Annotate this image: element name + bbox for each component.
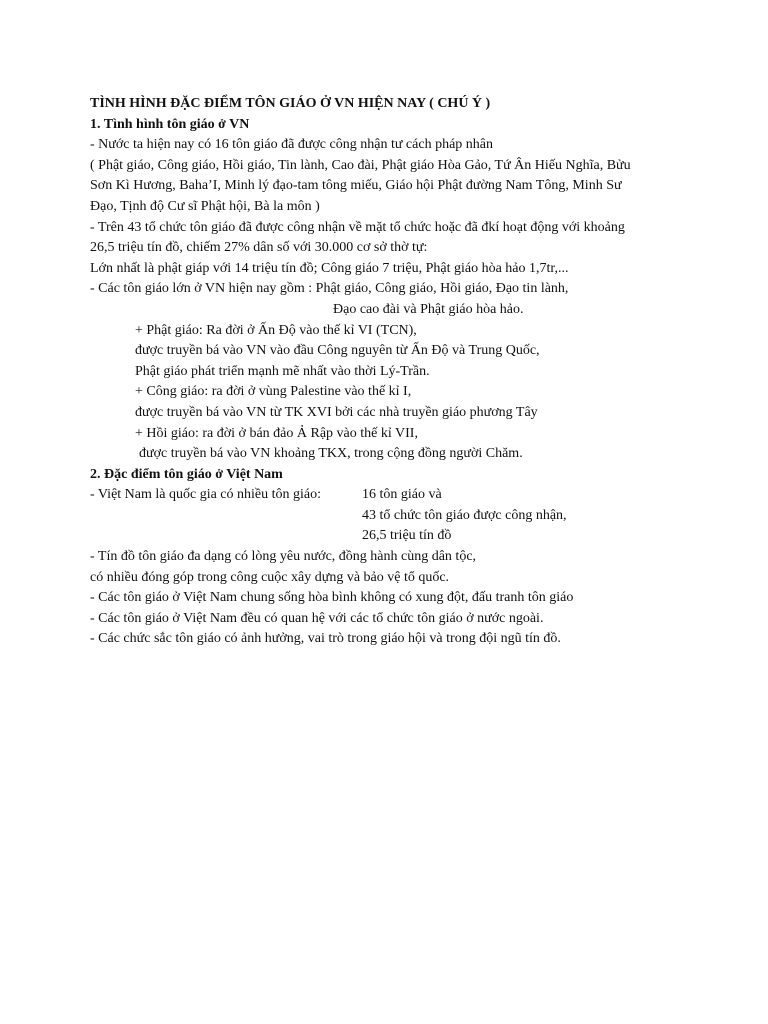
religion-islam-origin: + Hồi giáo: ra đời ở bán đảo Ả Rập vào thế kỉ VII, <box>135 425 418 441</box>
religion-catholic-origin: + Công giáo: ra đời ở vùng Palestine vào thế kỉ I, <box>135 384 412 400</box>
religion-catholic-spread: được truyền bá vào VN từ TK XVI bởi các nhà truyền giáo phương Tây <box>135 404 538 420</box>
section-1-line: 26,5 triệu tín đồ, chiếm 27% dân số với 30.000 cơ sở thờ tự: <box>90 240 428 256</box>
section-2-line: - Các tôn giáo ở Việt Nam chung sống hòa bình không có xung đột, đấu tranh tôn giáo <box>90 590 574 606</box>
section-1-heading: 1. Tình hình tôn giáo ở VN <box>90 116 250 132</box>
country-religions-label: - Việt Nam là quốc gia có nhiều tôn giáo: <box>90 487 322 503</box>
section-2-line: - Tín đồ tôn giáo đa dạng có lòng yêu nước, đồng hành cùng dân tộc, <box>90 549 477 565</box>
country-religions-item: 16 tôn giáo và <box>362 487 442 503</box>
section-1-line: ( Phật giáo, Công giáo, Hồi giáo, Tin lành, Cao đài, Phật giáo Hòa Gảo, Tứ Ân Hiếu Nghĩa, Bửu <box>90 157 631 173</box>
country-religions-line <box>90 485 750 506</box>
section-2-heading: 2. Đặc điểm tôn giáo ở Việt Nam <box>90 466 283 482</box>
section-2-line: có nhiều đóng góp trong công cuộc xây dựng và bảo vệ tổ quốc. <box>90 569 450 585</box>
country-religions-item: 43 tổ chức tôn giáo được công nhận, <box>362 507 567 523</box>
religion-buddhism-spread: được truyền bá vào VN vào đầu Công nguyên từ Ấn Độ và Trung Quốc, <box>135 343 540 359</box>
section-2-line: - Các chức sắc tôn giáo có ảnh hưởng, vai trò trong giáo hội và trong đội ngũ tín đồ. <box>90 631 561 647</box>
religion-islam-spread: được truyền bá vào VN khoảng TKX, trong cộng đồng người Chăm. <box>139 446 523 462</box>
section-1-line-continuation: Đạo cao đài và Phật giáo hòa hảo. <box>333 301 524 317</box>
section-1-line: Sơn Kì Hương, Baha’I, Minh lý đạo-tam tông miếu, Giáo hội Phật đường Nam Tông, Minh Sư <box>90 178 622 194</box>
section-1-line: - Trên 43 tổ chức tôn giáo đã được công nhận về mặt tổ chức hoặc đã đkí hoạt động với khoảng <box>90 219 625 235</box>
document-title: TÌNH HÌNH ĐẶC ĐIỂM TÔN GIÁO Ở VN HIỆN NAY ( CHÚ Ý ) <box>90 96 491 111</box>
religion-buddhism-development: Phật giáo phát triển mạnh mẽ nhất vào thời Lý-Trần. <box>135 363 430 379</box>
document-page <box>90 94 750 650</box>
country-religions-item: 26,5 triệu tín đồ <box>362 528 452 544</box>
section-2-line: - Các tôn giáo ở Việt Nam đều có quan hệ với các tổ chức tôn giáo ở nước ngoài. <box>90 610 544 626</box>
section-1-line: - Nước ta hiện nay có 16 tôn giáo đã được công nhận tư cách pháp nhân <box>90 137 493 153</box>
section-1-line: - Các tôn giáo lớn ở VN hiện nay gồm : Phật giáo, Công giáo, Hồi giáo, Đạo tin lành, <box>90 281 569 297</box>
religion-buddhism-origin: + Phật giáo: Ra đời ở Ấn Độ vào thế kỉ VI (TCN), <box>135 322 417 338</box>
section-1-line: Đạo, Tịnh độ Cư sĩ Phật hội, Bà la môn ) <box>90 198 320 214</box>
section-1-line: Lớn nhất là phật giáp với 14 triệu tín đồ; Công giáo 7 triệu, Phật giáo hòa hảo 1,7tr,... <box>90 260 569 276</box>
